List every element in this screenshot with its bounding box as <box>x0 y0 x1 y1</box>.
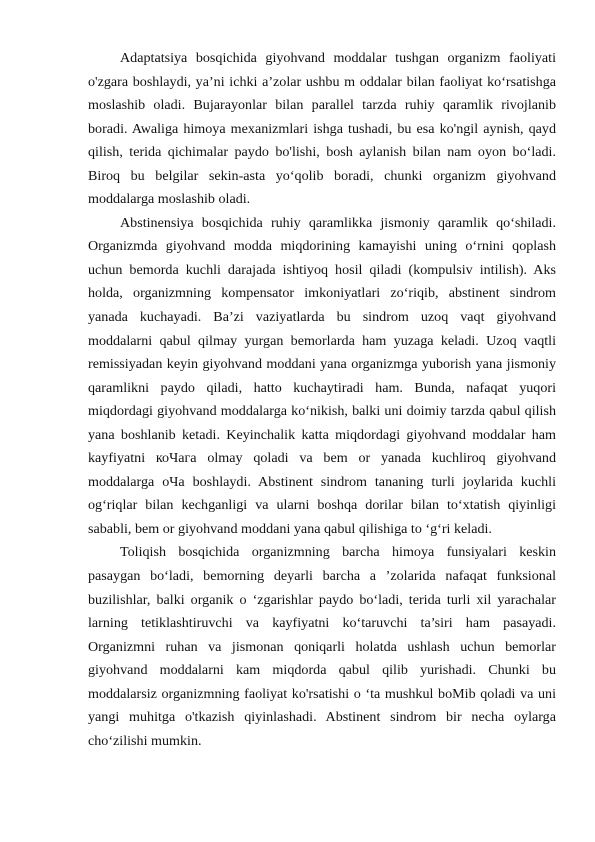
paragraph-exhaustion-stage: Toliqish bosqichida organizmning barcha himoya funsiyalari keskin pasaygan bo‘ladi, bemorning deyarli barcha a ’zolarida nafaqat funksional buzilishlar, balki organik o ‘zgarishlar paydo bo‘ladi, terida turli xil yarachalar larning tetiklashtiruvchi va kayfiyatni ko‘taruvchi ta’siri ham pasayadi. Organizmni ruhan va jismonan qoniqarli holatda ushlash uchun bemorlar giyohvand moddalarni kam miqdorda qabul qilib yurishadi. Chunki bu moddalarsiz organizmning faoliyat ko'rsatishi o ‘ta mushkul boMib qoladi va uni yangi muhitga o'tkazish qiyinlashadi. Abstinent sindrom bir necha oylarga cho‘zilishi mumkin. <box>88 544 556 749</box>
paragraph-abstinence-stage: Abstinensiya bosqichida ruhiy qaramlikka jismoniy qaramlik qo‘shiladi. Organizmda giyohvand modda miqdorining kamayishi uning o‘rnini qoplash uchun bemorda kuchli darajada ishtiyoq hosil qiladi (kompulsiv intilish). Aks holda, organizmning kompensator imkoniyatlari zo‘riqib, abstinent sindrom yanada kuchayadi. Ba’zi vaziyatlarda bu sindrom uzoq vaqt giyohvand moddalarni qabul qilmay yurgan bemorlarda ham yuzaga keladi. Uzoq vaqtli remissiyadan keyin giyohvand moddani yana organizmga yuborish yana jismoniy qaramlikni paydo qiladi, hatto kuchaytiradi ham. Bunda, nafaqat yuqori miqdordagi giyohvand moddalarga ko‘nikish, balki uni doimiy tarzda qabul qilish yana boshlanib ketadi. Keyinchalik katta miqdordagi giyohvand moddalar ham kayfiyatni коЧага olmay qoladi va bem or yanada kuchliroq giyohvand moddalarga оЧа boshlaydi. Abstinent sindrom tananing turli joylarida kuchli og‘riqlar bilan kechganligi va ularni boshqa dorilar bilan to‘xtatish qiyinligi sababli, bem or giyohvand moddani yana qabul qilishiga to ‘g‘ri keladi. <box>88 214 556 537</box>
document-page <box>88 47 556 753</box>
paragraph-adaptation-stage: Adaptatsiya bosqichida giyohvand moddalar tushgan organizm faoliyati o'zgara boshlaydi, ya’ni ichki a’zolar ushbu m oddalar bilan faoliyat ko‘rsatishga moslashib oladi. Bujarayonlar bilan parallel tarzda ruhiy qaramlik rivojlanib boradi. Awaliga himoya mexanizmlari ishga tushadi, bu esa ko'ngil aynish, qayd qilish, terida qichimalar paydo bo'lishi, bosh aylanish bilan nam oyon bo‘ladi. Biroq bu belgilar sekin-asta yo‘qolib boradi, chunki organizm giyohvand moddalarga moslashib oladi. <box>88 50 556 208</box>
